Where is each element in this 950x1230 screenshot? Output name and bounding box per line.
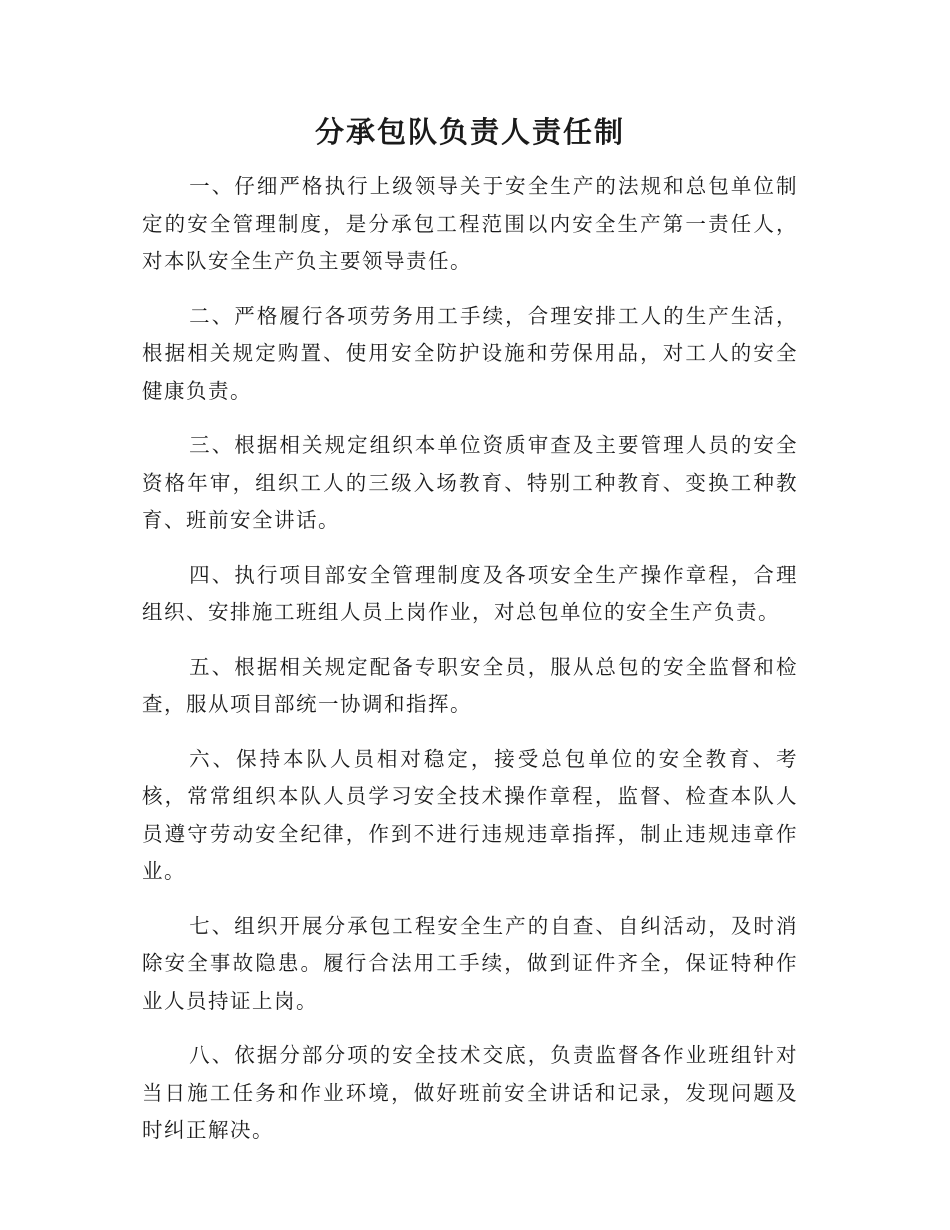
paragraph-4: 四、执行项目部安全管理制度及各项安全生产操作章程，合理组织、安排施工班组人员上岗作业，对总包单位的安全生产负责。 (142, 562, 798, 624)
paragraph-2: 二、严格履行各项劳务用工手续，合理安排工人的生产生活，根据相关规定购置、使用安全防护设施和劳保用品，对工人的安全健康负责。 (142, 303, 798, 403)
paragraph-3: 三、根据相关规定组织本单位资质审查及主要管理人员的安全资格年审，组织工人的三级入场教育、特别工种教育、变换工种教育、班前安全讲话。 (142, 433, 798, 532)
document-title: 分承包队负责人责任制 (314, 115, 625, 149)
paragraph-8: 八、依据分部分项的安全技术交底，负责监督各作业班组针对当日施工任务和作业环境，做好班前安全讲话和记录，发现问题及时纠正解决。 (142, 1043, 798, 1142)
paragraph-7: 七、组织开展分承包工程安全生产的自查、自纠活动，及时消除安全事故隐患。履行合法用工手续，做到证件齐全，保证特种作业人员持证上岗。 (142, 913, 798, 1013)
document-page (142, 108, 798, 1167)
paragraph-5: 五、根据相关规定配备专职安全员，服从总包的安全监督和检查，服从项目部统一协调和指挥。 (142, 654, 798, 716)
paragraph-1: 一、仔细严格执行上级领导关于安全生产的法规和总包单位制定的安全管理制度，是分承包工程范围以内安全生产第一责任人，对本队安全生产负主要领导责任。 (142, 174, 798, 273)
paragraph-6: 六、保持本队人员相对稳定，接受总包单位的安全教育、考核，常常组织本队人员学习安全技术操作章程，监督、检查本队人员遵守劳动安全纪律，作到不进行违规违章指挥，制止违规违章作业。 (142, 746, 798, 883)
